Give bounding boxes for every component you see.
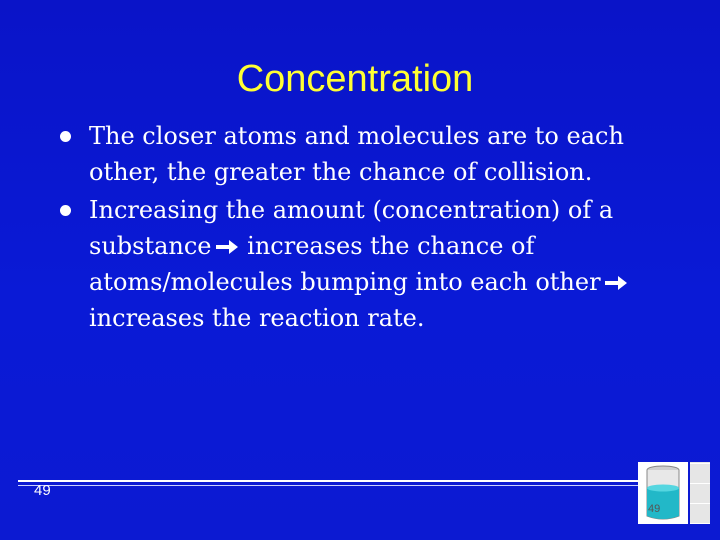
bullet-list <box>60 118 680 338</box>
bullet-text-part: Increasing the amount (concentration) of a substance <box>89 196 614 260</box>
circle-bullet-icon <box>60 205 71 216</box>
bullet-item-concentration <box>60 192 680 336</box>
right-arrow-icon <box>214 238 240 256</box>
bullet-text-part: increases the reaction rate. <box>89 304 425 332</box>
footer-divider-secondary <box>18 485 654 486</box>
footer-divider <box>18 480 654 482</box>
slide-title: Concentration <box>236 58 474 100</box>
right-arrow-icon <box>603 274 629 292</box>
tile-grid-decoration <box>690 462 710 524</box>
beaker-number: 49 <box>648 503 661 515</box>
bullet-text-part: increases the chance of atoms/molecules bumping into each other <box>89 232 601 296</box>
page-number: 49 <box>34 482 51 499</box>
beaker-logo-tile <box>638 462 688 524</box>
beaker-icon <box>638 462 688 524</box>
bullet-text: The closer atoms and molecules are to each other, the greater the chance of collision. <box>89 122 624 186</box>
bullet-item-collision <box>60 118 680 190</box>
circle-bullet-icon <box>60 131 71 142</box>
